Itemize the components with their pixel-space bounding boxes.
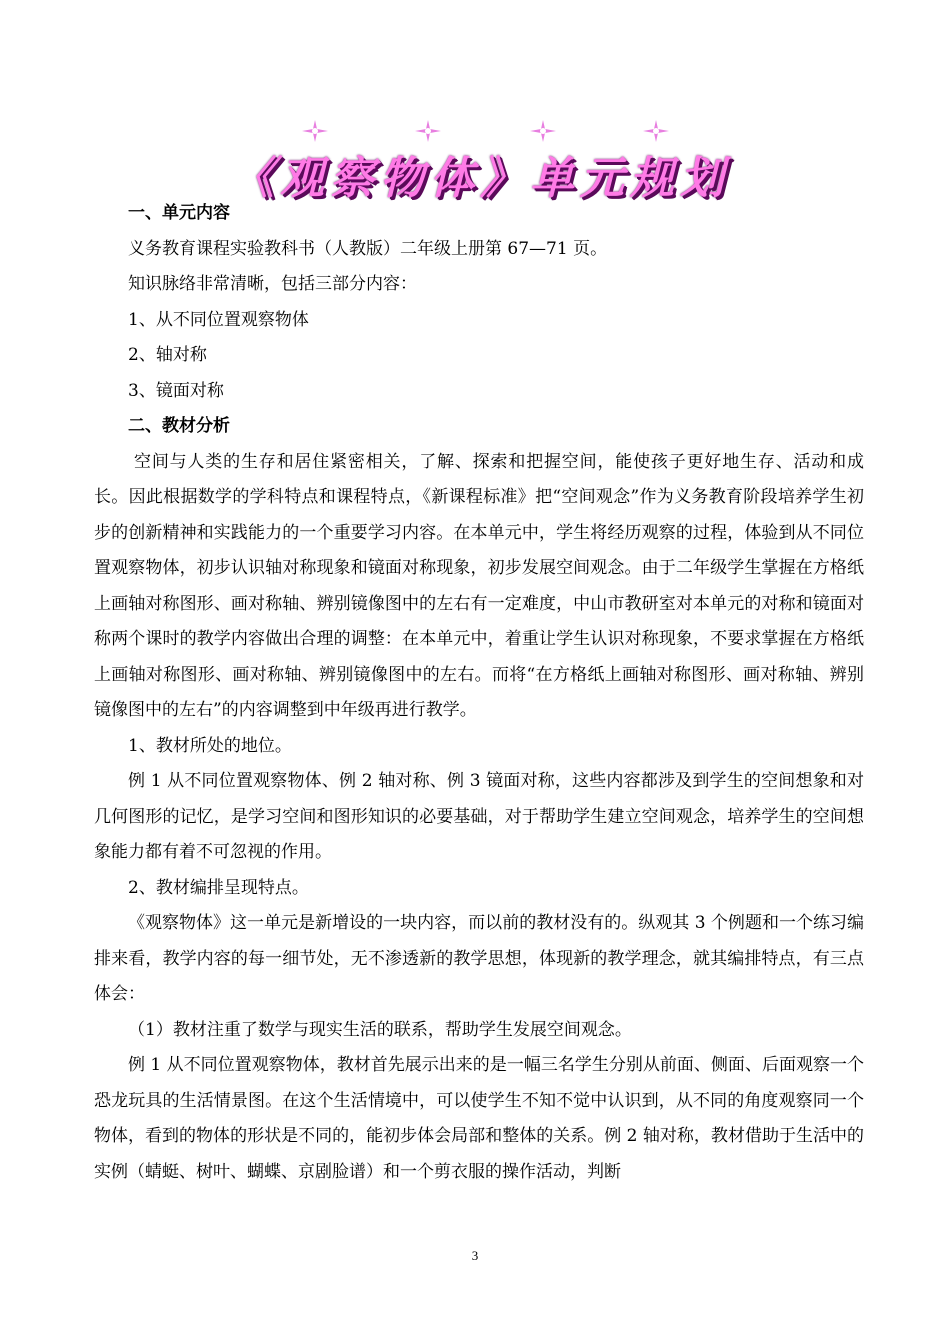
document-body [94,196,864,1190]
paragraph-example-one: 例 1 从不同位置观察物体，教材首先展示出来的是一幅三名学生分别从前面、侧面、后面观察一个恐龙玩具的生活情景图。在这个生活情境中，可以使学生不知不觉中认识到，从不同的角度观察同一个物体，看到的物体的形状是不同的，能初步体会局部和整体的关系。例 2 轴对称，教材借助于生活中的实例（蜻蜓、树叶、蝴蝶、京剧脸谱）和一个剪衣服的操作活动，判断 [94,1055,864,1182]
paragraph-textbook-reference: 义务教育课程实验教科书（人教版）二年级上册第 67—71 页。 [128,238,608,259]
section-heading-unit-content: 一、单元内容 [128,203,230,223]
section-heading-material-analysis: 二、教材分析 [128,416,230,436]
paragraph-space-concept: 空间与人类的生存和居住紧密相关，了解、探索和把握空间，能使孩子更好地生存、活动和成长。因此根据数学的学科特点和课程特点，《新课程标准》把“空间观念”作为义务教育阶段培养学生初步的创新精神和实践能力的一个重要学习内容。在本单元中，学生将经历观察的过程，体验到从不同位置观察物体，初步认识轴对称现象和镜面对称现象，初步发展空间观念。由于二年级学生掌握在方格纸上画轴对称图形、画对称轴、辨别镜像图中的左右有一定难度，中山市教研室对本单元的对称和镜面对称两个课时的教学内容做出合理的调整：在本单元中，着重让学生认识对称现象，不要求掌握在方格纸上画轴对称图形、画对称轴、辨别镜像图中的左右。而将“在方格纸上画轴对称图形、画对称轴、辨别镜像图中的左右”的内容调整到中年级再进行教学。 [94,451,864,720]
document-title: 《观察物体》单元规划 [230,153,730,204]
list-item-mirror-symmetry: 3、镜面对称 [128,380,224,401]
page-number: 3 [471,1248,479,1263]
paragraph-unit-overview: 《观察物体》这一单元是新增设的一块内容，而以前的教材没有的。纵观其 3 个例题和一个练习编排来看，教学内容的每一细节处，无不渗透新的教学思想，体现新的教学理念，就其编排特点，有三点体会： [94,913,864,1004]
list-item-axial-symmetry: 2、轴对称 [128,345,207,365]
subheading-material-features: 2、教材编排呈现特点。 [128,877,309,898]
paragraph-examples-role: 例 1 从不同位置观察物体、例 2 轴对称、例 3 镜面对称，这些内容都涉及到学生的空间想象和对几何图形的记忆，是学习空间和图形知识的必要基础，对于帮助学生建立空间观念，培养学生的空间想象能力都有着不可忽视的作用。 [94,771,864,862]
point-real-life-connection: （1）教材注重了数学与现实生活的联系，帮助学生发展空间观念。 [128,1019,632,1040]
subheading-material-position: 1、教材所处的地位。 [128,735,292,756]
list-item-observe-objects: 1、从不同位置观察物体 [128,309,309,330]
paragraph-knowledge-outline: 知识脉络非常清晰，包括三部分内容： [128,274,417,294]
